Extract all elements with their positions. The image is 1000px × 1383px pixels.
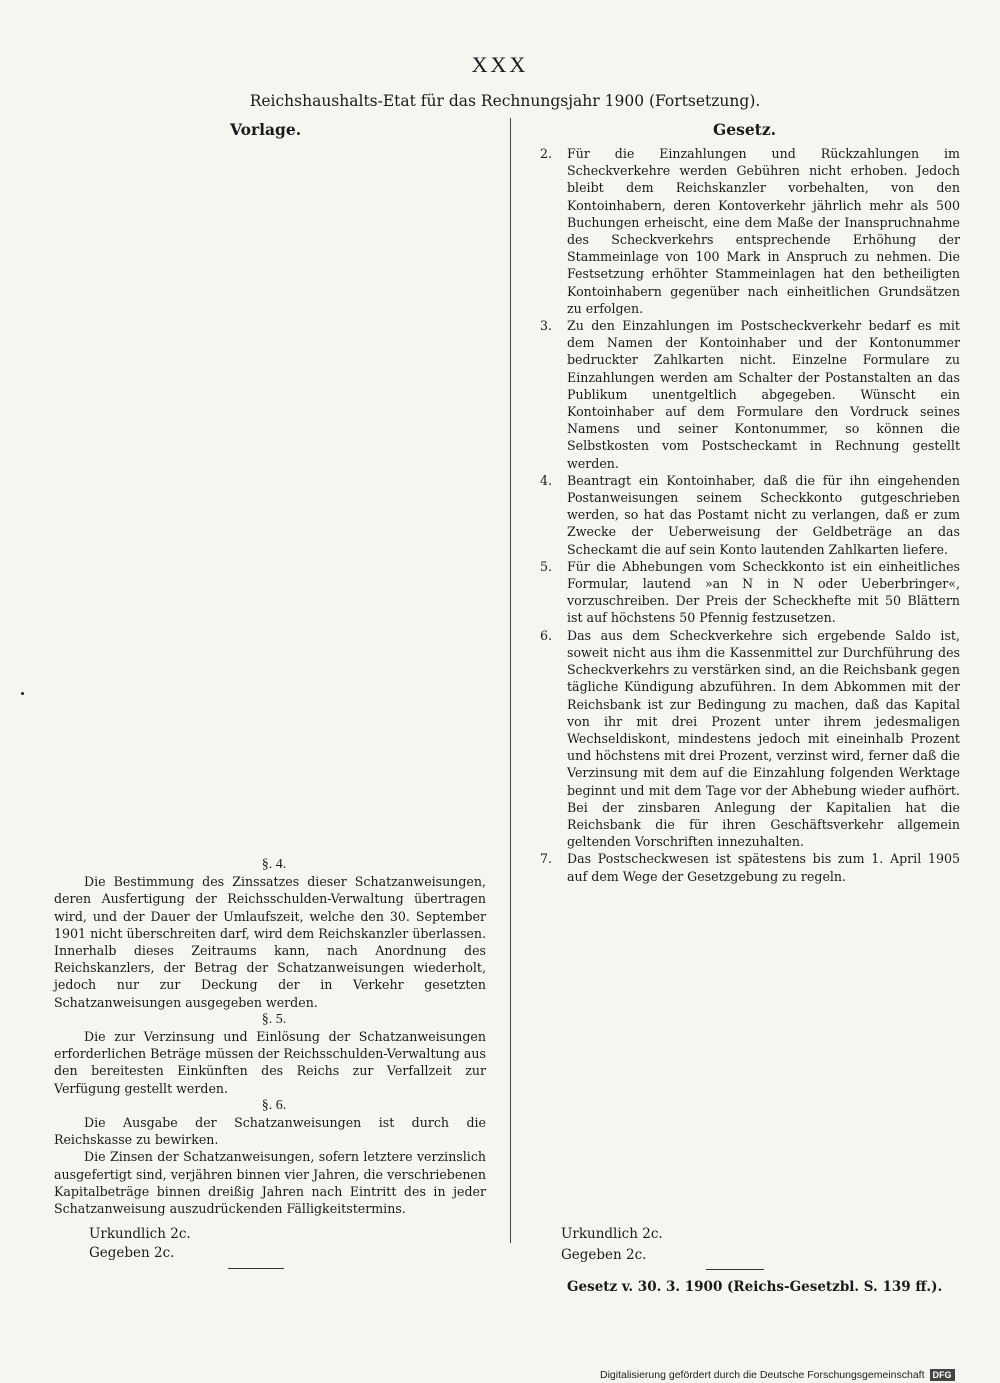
clause-text: Für die Abhebungen vom Scheckkonto ist ein einheitliches Formular, lautend »an N in N oder Ueberbringer«, vorzuschreiben. Der Preis der Scheckhefte mit 50 Blättern ist auf höchstens 50 Pfennig festzusetzen. xyxy=(567,558,960,626)
print-speck xyxy=(21,692,24,695)
draft-sections xyxy=(54,856,486,1217)
section-6-paragraph-2: Die Zinsen der Schatzanweisungen, sofern letztere verzinslich ausgefertigt sind, verjähren binnen vier Jahren, die verschriebenen Kapitalbeträge binnen dreißig Jahren nach Eintritt des in jeder Schatzanweisung auszudrückenden Fälligkeitstermins. xyxy=(54,1149,486,1217)
left-urkundlich: Urkundlich 2c. xyxy=(89,1226,191,1242)
clause-6 xyxy=(540,627,960,851)
clause-number: 4. xyxy=(540,472,553,488)
section-6-paragraph-1: Die Ausgabe der Schatzanweisungen ist durch die Reichskasse zu bewirken. xyxy=(54,1115,486,1148)
law-clauses xyxy=(540,145,960,885)
clause-5 xyxy=(540,558,960,627)
section-4-mark: §. 4. xyxy=(261,857,287,872)
column-divider xyxy=(510,118,511,1243)
footer xyxy=(600,1369,955,1381)
section-5-mark: §. 5. xyxy=(261,1011,287,1027)
left-gegeben: Gegeben 2c. xyxy=(89,1245,175,1261)
section-5-paragraph: Die zur Verzinsung und Einlösung der Schatzanweisungen erforderlichen Beträge müssen der Reichsschulden-Verwaltung aus den bereitesten Einkünften des Reichs zur Verfallzeit zur Verfügung gestellt werden. xyxy=(54,1029,486,1096)
clause-text: Zu den Einzahlungen im Postscheckverkehr bedarf es mit dem Namen der Kontoinhaber und der Kontonummer bedruckter Zahlkarten nicht. Einzelne Formulare zu Einzahlungen werden am Schalter der Postanstalten an das Publikum unentgeltlich abgegeben. Wünscht ein Kontoinhaber auf dem Formulare den Vordruck seines Namens und seiner Kontonummer, so können die Selbstkosten vom Postscheckamt in Rechnung gestellt werden. xyxy=(567,318,960,471)
clause-7 xyxy=(540,850,960,884)
right-urkundlich: Urkundlich 2c. xyxy=(561,1226,663,1242)
dfg-logo-icon: DFG xyxy=(930,1369,955,1381)
left-column-heading: Vorlage. xyxy=(230,120,302,139)
clause-number: 2. xyxy=(540,146,553,161)
law-reference: Gesetz v. 30. 3. 1900 (Reichs-Gesetzbl. S. 139 ff.). xyxy=(567,1279,943,1295)
clause-text: Das Postscheckwesen ist spätestens bis zum 1. April 1905 auf dem Wege der Gesetzgebung zu regeln. xyxy=(567,851,960,884)
clause-3 xyxy=(540,317,960,472)
clause-text: Beantragt ein Kontoinhaber, daß die für ihn eingehenden Postanweisungen seinem Scheckkonto gutgeschrieben werden, so hat das Postamt nicht zu verlangen, daß er zum Zwecke der Ueberweisung der Geldbeträge an das Scheckamt die auf sein Konto lautenden Zahlkarten liefere. xyxy=(567,472,960,557)
clause-number: 6. xyxy=(540,627,553,643)
clause-text: Das aus dem Scheckverkehre sich ergebende Saldo ist, soweit nicht aus ihm die Kassenmittel zur Durchführung des Scheckverkehrs zu verstärken sind, an die Reichsbank gegen tägliche Kündigung abzuführen. In dem Abkommen mit der Reichsbank ist zur Bedingung zu machen, daß das Kapital von ihr mit drei Prozent unter ihrem jedesmaligen Wechseldiskont, mindestens jedoch mit eineinhalb Prozent und höchstens mit drei Prozent, verzinst wird, ferner daß die Verzinsung mit dem auf die Einzahlung folgenden Werktage beginnt und mit dem Tage vor der Abhebung wieder aufhört. Bei der zinsbaren Anlegung der Kapitalien hat die Reichsbank die für ihren Geschäftsverkehr allgemein geltenden Vorschriften innezuhalten. xyxy=(567,627,960,850)
footer-text: Digitalisierung gefördert durch die Deutsche Forschungsgemeinschaft xyxy=(600,1369,925,1381)
left-signature-rule xyxy=(228,1268,284,1269)
clause-2 xyxy=(540,145,960,317)
clause-number: 3. xyxy=(540,318,553,334)
clause-number: 7. xyxy=(540,851,553,867)
clause-4 xyxy=(540,472,960,558)
section-4-paragraph: Die Bestimmung des Zinssatzes dieser Schatzanweisungen, deren Ausfertigung der Reichsschulden-Verwaltung übertragen wird, und der Dauer der Umlaufszeit, welche den 30. September 1901 nicht überschreiten darf, wird dem Reichskanzler überlassen. Innerhalb dieses Zeitraums kann, nach Anordnung des Reichskanzlers, der Betrag der Schatzanweisungen wiederholt, jedoch nur zur Deckung der in Verkehr gesetzten Schatzanweisungen ausgegeben werden. xyxy=(54,874,486,1010)
right-gegeben: Gegeben 2c. xyxy=(561,1247,647,1263)
section-6-mark: §. 6. xyxy=(261,1097,287,1113)
clause-number: 5. xyxy=(540,558,553,574)
page-header: Reichshaushalts-Etat für das Rechnungsjahr 1900 (Fortsetzung). xyxy=(249,92,761,110)
page-number: XXX xyxy=(471,52,529,77)
clause-text: Für die Einzahlungen und Rückzahlungen im Scheckverkehre werden Gebühren nicht erhoben. Jedoch bleibt dem Reichskanzler vorbehalten, von den Kontoinhabern, deren Kontoverkehr jährlich mehr als 500 Buchungen erheischt, eine dem Maße der Inanspruchnahme des Scheckverkehrs entsprechende Erhöhung der Stammeinlage von 100 Mark in Anspruch zu nehmen. Die Festsetzung erhöhter Stammeinlagen hat den betheiligten Kontoinhabern gegenüber nach einheitlichen Grundsätzen zu erfolgen. xyxy=(567,146,960,316)
right-signature-rule xyxy=(706,1269,764,1270)
right-column-heading: Gesetz. xyxy=(713,120,777,139)
